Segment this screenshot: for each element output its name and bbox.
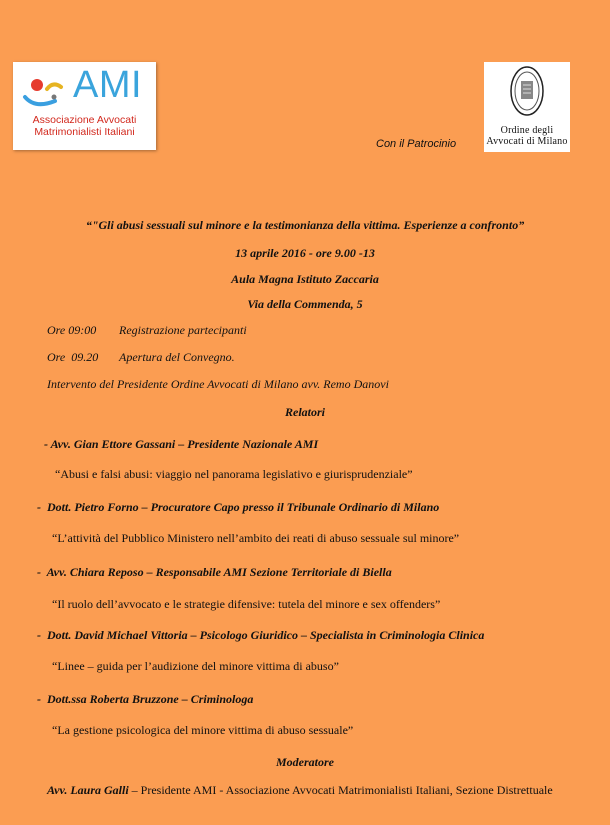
moderatore-heading: Moderatore xyxy=(276,755,334,769)
ami-subtitle-line1: Associazione Avvocati xyxy=(32,114,137,126)
speaker-dash: - xyxy=(37,500,47,514)
ordine-avvocati-logo xyxy=(484,62,570,152)
event-address: Via della Commenda, 5 xyxy=(247,297,363,311)
relatori-heading: Relatori xyxy=(284,405,325,419)
ami-logo xyxy=(13,62,156,150)
ami-subtitle-line2: Matrimonialisti Italiani xyxy=(34,126,135,138)
ordine-line2: Avvocati di Milano xyxy=(486,136,568,147)
speaker-dash: - xyxy=(44,437,51,451)
event-date: 13 aprile 2016 - ore 9.00 -13 xyxy=(235,246,375,260)
speaker-5 xyxy=(37,692,253,707)
schedule-activity-1: Registrazione partecipanti xyxy=(119,323,247,337)
patrocinio-label: Con il Patrocinio xyxy=(376,138,457,150)
talk-2: “L’attività del Pubblico Ministero nell’ambito dei reati di abuso sessuale sul minore” xyxy=(52,531,460,545)
speaker-3 xyxy=(37,565,392,580)
schedule-time-2: Ore 09.20 xyxy=(47,350,99,364)
speaker-2 xyxy=(37,500,439,515)
moderatore-role: – Presidente AMI - Associazione Avvocati Matrimonialisti Italiani, Sezione Distrettuale xyxy=(128,783,553,797)
talk-1: “Abusi e falsi abusi: viaggio nel panorama legislativo e giurisprudenziale” xyxy=(55,467,413,481)
speaker-dash: - xyxy=(37,692,47,706)
speaker-name: Dott. Pietro Forno – Procuratore Capo presso il Tribunale Ordinario di Milano xyxy=(47,500,440,514)
speaker-1 xyxy=(44,437,318,452)
talk-3: “Il ruolo dell’avvocato e le strategie difensive: tutela del minore e sex offenders” xyxy=(52,597,441,611)
intervento-text: Intervento del Presidente Ordine Avvocati di Milano avv. Remo Danovi xyxy=(47,377,389,391)
talk-5: “La gestione psicologica del minore vittima di abuso sessuale” xyxy=(52,723,354,737)
ordine-line1: Ordine degli xyxy=(500,125,554,136)
speaker-name: Avv. Gian Ettore Gassani – Presidente Nazionale AMI xyxy=(50,437,319,451)
speaker-name: Dott. David Michael Vittoria – Psicologo Giuridico – Specialista in Criminologia Clinica xyxy=(47,628,485,642)
speaker-dash: - xyxy=(37,565,47,579)
speaker-name: Avv. Chiara Reposo – Responsabile AMI Sezione Territoriale di Biella xyxy=(46,565,392,579)
ami-wordmark: AMI xyxy=(73,64,143,106)
speaker-dash: - xyxy=(37,628,47,642)
event-title: “"Gli abusi sessuali sul minore e la testimonianza della vittima. Esperienze a confronto” xyxy=(85,218,525,232)
speaker-4 xyxy=(37,628,484,643)
event-venue: Aula Magna Istituto Zaccaria xyxy=(231,272,379,286)
ami-emblem-icon xyxy=(21,71,71,111)
seal-icon xyxy=(509,65,545,117)
speaker-name: Dott.ssa Roberta Bruzzone – Criminologa xyxy=(47,692,254,706)
moderatore-line xyxy=(47,783,553,798)
schedule-time-1: Ore 09:00 xyxy=(47,323,97,337)
schedule-activity-2: Apertura del Convegno. xyxy=(119,350,235,364)
talk-4: “Linee – guida per l’audizione del minore vittima di abuso” xyxy=(52,659,339,673)
moderatore-name: Avv. Laura Galli xyxy=(47,783,129,797)
